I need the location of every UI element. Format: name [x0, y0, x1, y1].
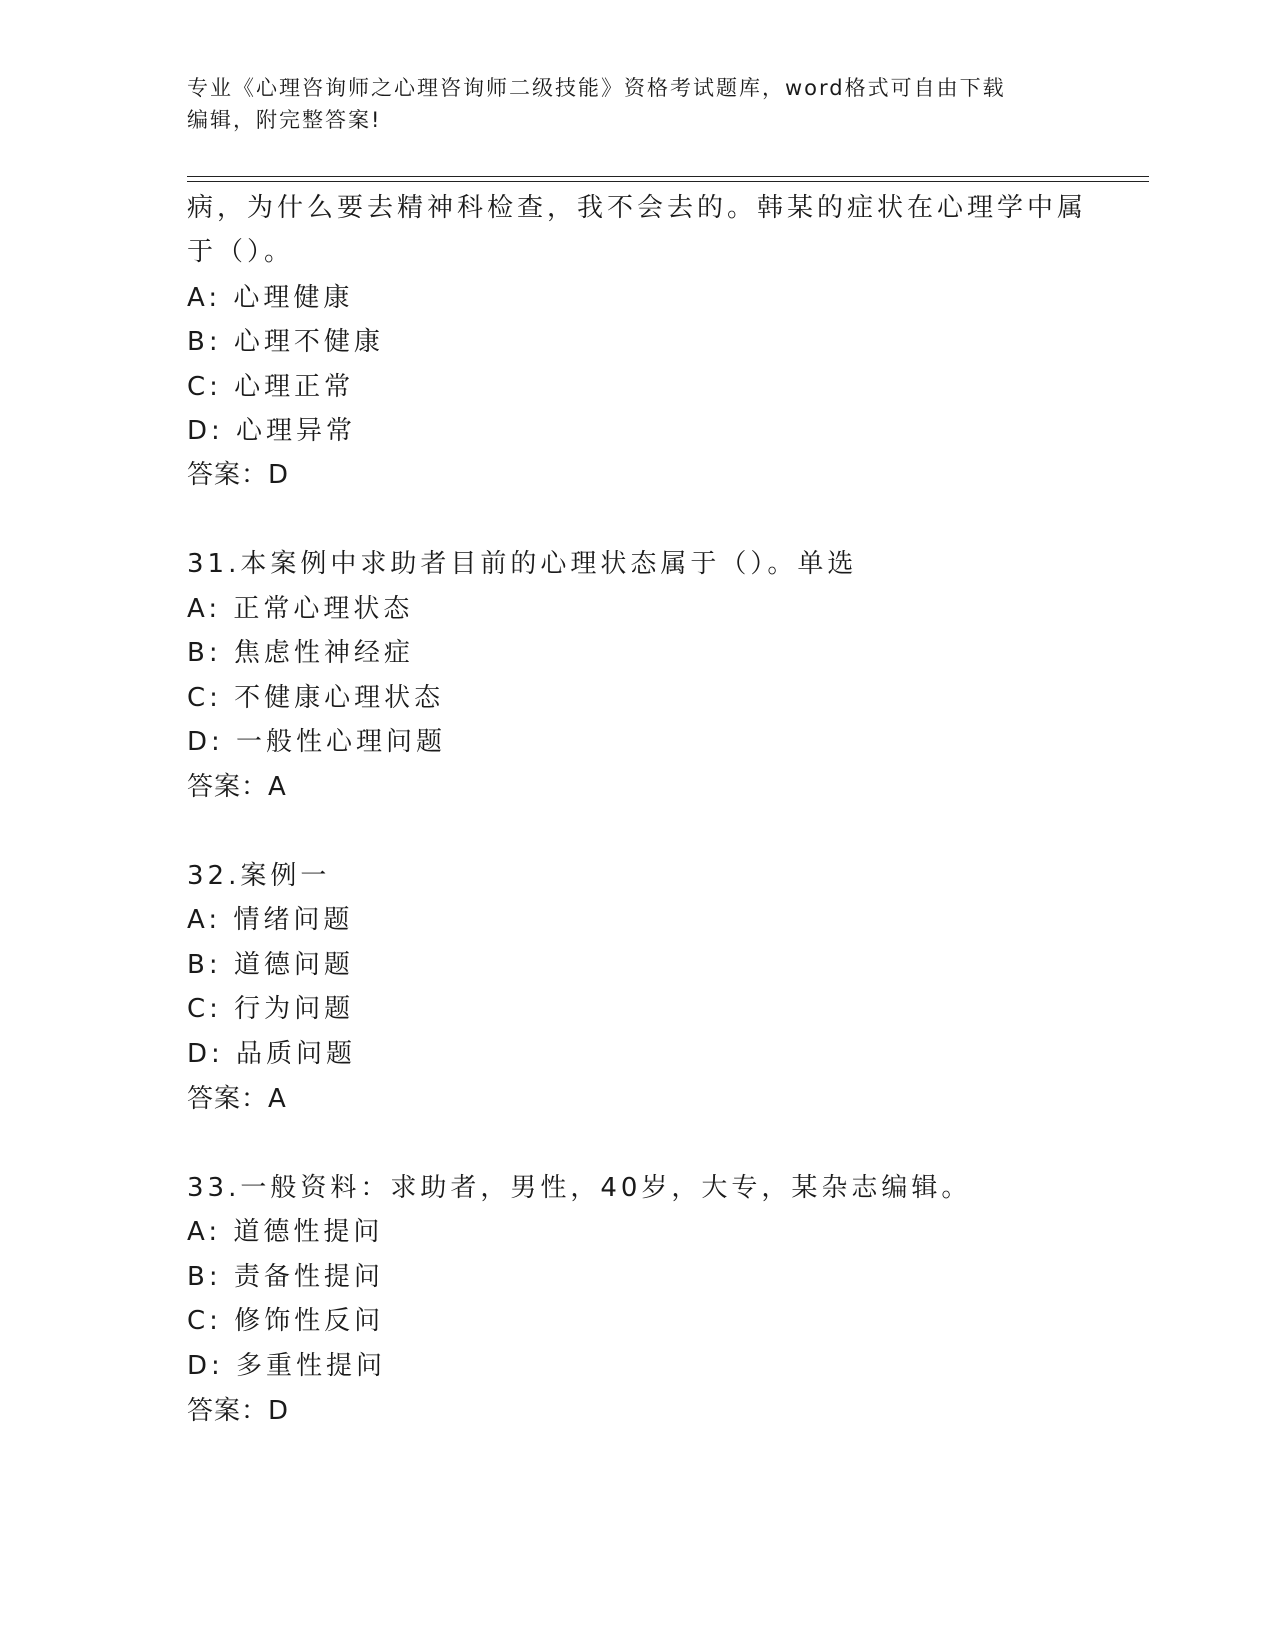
question-32-option-a: A: 情绪问题 [187, 905, 354, 935]
question-33-stem: 33.一般资料：求助者，男性，40岁，大专，某杂志编辑。 [187, 1173, 972, 1203]
carryover-option-c: C: 心理正常 [187, 372, 355, 402]
carryover-answer: 答案：D [187, 460, 290, 490]
carryover-option-d: D: 心理异常 [187, 416, 357, 446]
carryover-option-a: A: 心理健康 [187, 283, 354, 313]
question-33-option-a: A: 道德性提问 [187, 1217, 384, 1247]
question-33-answer: 答案：D [187, 1396, 290, 1426]
carryover-option-b: B: 心理不健康 [187, 327, 384, 357]
question-32-stem: 32.案例一 [187, 861, 331, 891]
question-31-option-c: C: 不健康心理状态 [187, 683, 445, 713]
question-33-option-b: B: 责备性提问 [187, 1262, 384, 1292]
question-31-stem: 31.本案例中求助者目前的心理状态属于（）。单选 [187, 549, 858, 579]
question-31-option-d: D: 一般性心理问题 [187, 727, 447, 757]
header-rule-bottom [187, 181, 1149, 182]
carryover-text-line-2: 于（）。 [187, 237, 295, 267]
question-31-answer: 答案：A [187, 772, 287, 802]
header-rule-top [187, 176, 1149, 177]
question-31-option-a: A: 正常心理状态 [187, 594, 414, 624]
question-32-option-b: B: 道德问题 [187, 950, 354, 980]
header-line-2: 编辑，附完整答案! [187, 108, 382, 132]
question-33-option-c: C: 修饰性反问 [187, 1306, 385, 1336]
question-32-option-c: C: 行为问题 [187, 994, 355, 1024]
carryover-text-line-1: 病，为什么要去精神科检查，我不会去的。韩某的症状在心理学中属 [187, 193, 1088, 223]
question-31-option-b: B: 焦虑性神经症 [187, 638, 414, 668]
document-header [187, 72, 1067, 136]
question-33-option-d: D: 多重性提问 [187, 1351, 387, 1381]
header-line-1: 专业《心理咨询师之心理咨询师二级技能》资格考试题库，word格式可自由下载 [187, 76, 1006, 100]
question-32-option-d: D: 品质问题 [187, 1039, 357, 1069]
question-32-answer: 答案：A [187, 1084, 287, 1114]
